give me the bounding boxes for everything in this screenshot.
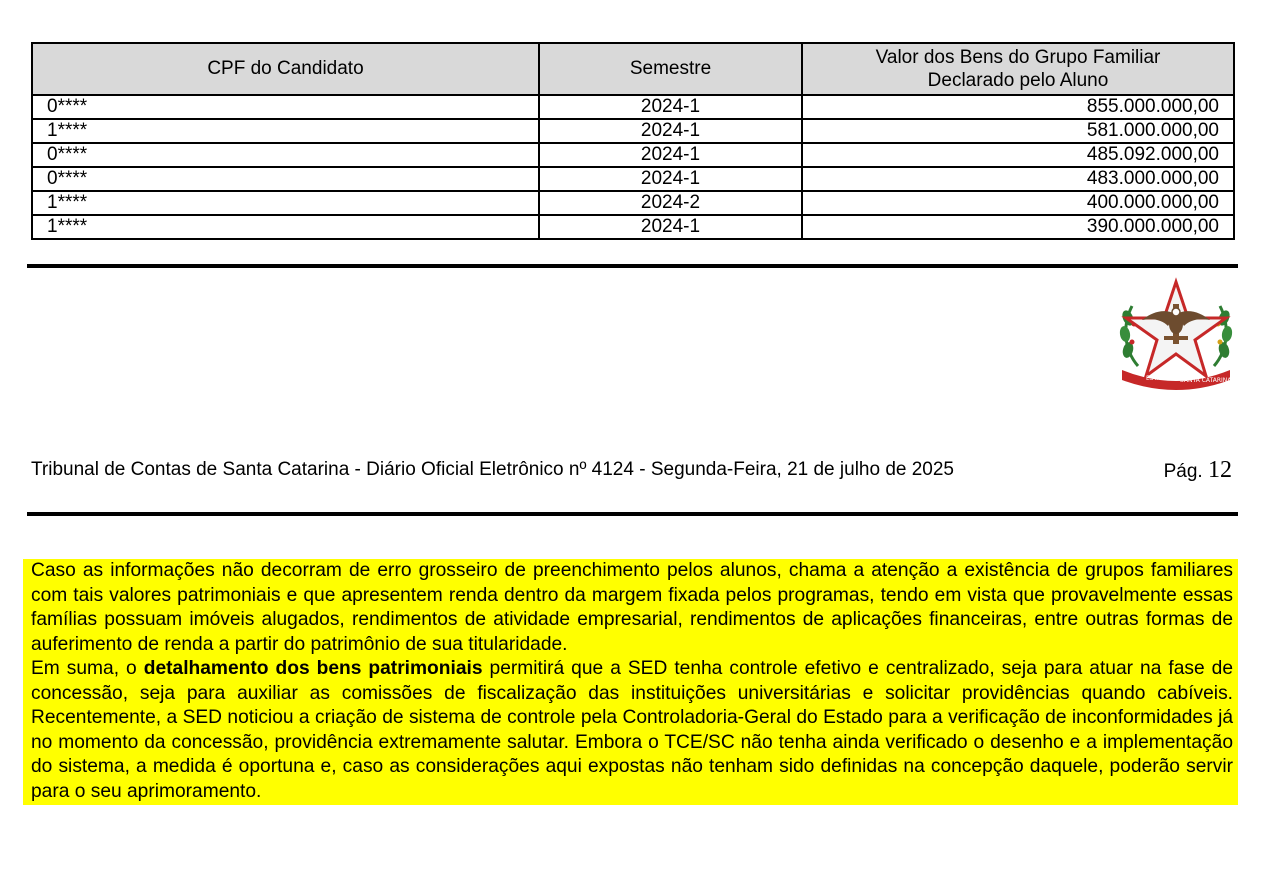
table-row bbox=[32, 215, 1234, 239]
paragraph-1: Caso as informações não decorram de erro grosseiro de preenchimento pelos alunos, chama a atenção a existência de grupos familiares com tais valores patrimoniais e que apresentem renda dentro da margem fixada pelos programas, tendo em vista que provavelmente essas famílias possuam imóveis alugados, rendimentos de atividade empresarial, rendimentos de aplicações financeiras, entre outras formas de auferimento de renda a partir do patrimônio de sua titularidade. bbox=[31, 560, 1233, 655]
ribbon-left-text: ESTADO DE bbox=[1146, 375, 1181, 382]
assets-table bbox=[31, 42, 1235, 240]
cell-value: 390.000.000,00 bbox=[802, 215, 1234, 239]
cell-cpf: 0**** bbox=[32, 167, 539, 191]
cell-semester: 2024-1 bbox=[539, 215, 802, 239]
divider-top bbox=[27, 264, 1238, 268]
cell-semester: 2024-2 bbox=[539, 191, 802, 215]
cell-cpf: 0**** bbox=[32, 143, 539, 167]
table-row bbox=[32, 167, 1234, 191]
cell-value: 581.000.000,00 bbox=[802, 119, 1234, 143]
cell-semester: 2024-1 bbox=[539, 167, 802, 191]
highlighted-body bbox=[31, 559, 1233, 804]
header-value-line1: Valor dos Bens do Grupo Familiar bbox=[875, 47, 1161, 68]
page-label: Pág. bbox=[1163, 461, 1203, 482]
page-footer bbox=[31, 456, 1232, 484]
cell-cpf: 1**** bbox=[32, 191, 539, 215]
header-cpf: CPF do Candidato bbox=[32, 43, 539, 95]
cell-semester: 2024-1 bbox=[539, 119, 802, 143]
table-header-row bbox=[32, 43, 1234, 95]
header-semester: Semestre bbox=[539, 43, 802, 95]
wreath-right bbox=[1214, 306, 1233, 366]
paragraph-2-bold: detalhamento dos bens patrimoniais bbox=[143, 658, 483, 679]
cell-value: 400.000.000,00 bbox=[802, 191, 1234, 215]
cell-value: 855.000.000,00 bbox=[802, 95, 1234, 119]
cell-value: 483.000.000,00 bbox=[802, 167, 1234, 191]
wreath-left bbox=[1119, 306, 1138, 366]
cell-cpf: 1**** bbox=[32, 119, 539, 143]
page-number-block bbox=[1164, 456, 1232, 486]
cell-value: 485.092.000,00 bbox=[802, 143, 1234, 167]
page-number: 12 bbox=[1208, 457, 1232, 483]
cell-semester: 2024-1 bbox=[539, 143, 802, 167]
ribbon-right-text: SANTA CATARINA bbox=[1180, 377, 1232, 384]
paragraph-2-rest: permitirá que a SED tenha controle efetivo e centralizado, seja para atuar na fase de concessão, seja para auxiliar as comissões de fiscalização das instituições universitárias e solicitar providências quando cabíveis. Recentemente, a SED noticiou a criação de sistema de controle pela Controladoria-Geral do Estado para a verificação de inconformidades já no momento da concessão, providência extremamente salutar. Embora o TCE/SC não tenha ainda verificado o desenho e a implementação do sistema, a medida é oportuna e, caso as considerações aqui expostas não tenham sido definidas na concepção daquele, poderão servir para o seu aprimoramento. bbox=[31, 658, 1234, 802]
cell-cpf: 1**** bbox=[32, 215, 539, 239]
cell-cpf: 0**** bbox=[32, 95, 539, 119]
paragraph-2 bbox=[31, 657, 1233, 804]
header-value-line2: Declarado pelo Aluno bbox=[927, 70, 1109, 91]
header-value bbox=[802, 43, 1234, 95]
divider-bottom bbox=[27, 512, 1238, 516]
cell-semester: 2024-1 bbox=[539, 95, 802, 119]
footer-text: Tribunal de Contas de Santa Catarina - Diário Oficial Eletrônico nº 4124 - Segunda-Feira, 21 de julho de 2025 bbox=[31, 459, 955, 480]
state-coat-of-arms bbox=[1116, 274, 1236, 394]
table-row bbox=[32, 95, 1234, 119]
table-row bbox=[32, 143, 1234, 167]
paragraph-2-start: Em suma, o bbox=[31, 658, 144, 679]
table-row bbox=[32, 191, 1234, 215]
table-row bbox=[32, 119, 1234, 143]
